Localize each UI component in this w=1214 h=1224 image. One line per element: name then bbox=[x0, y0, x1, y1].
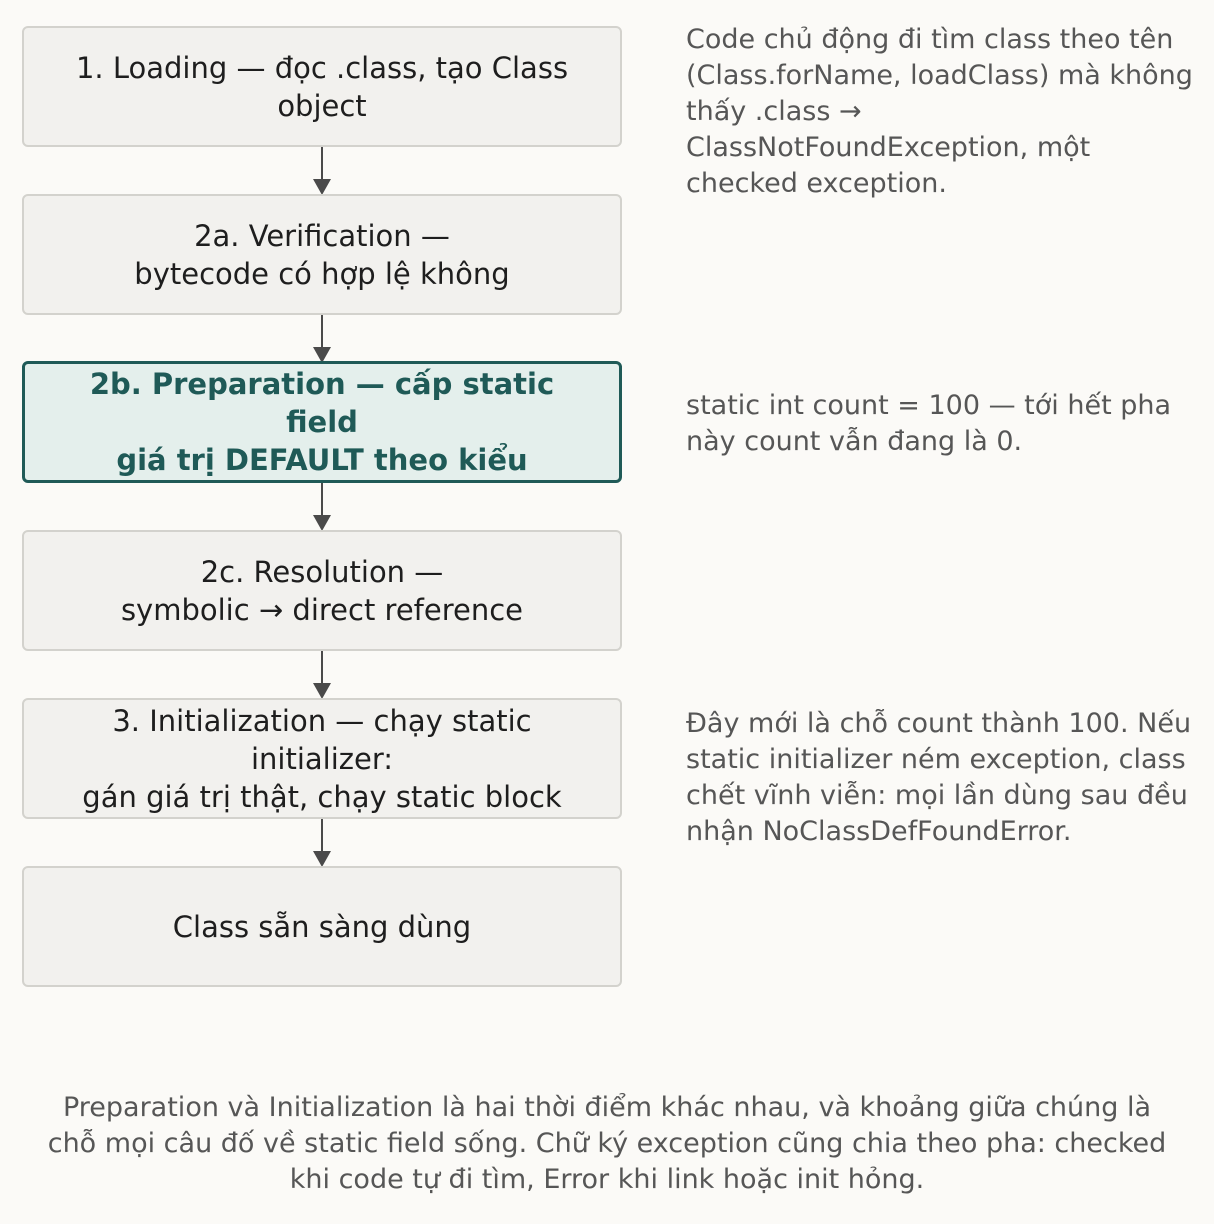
note-loading: Code chủ động đi tìm class theo tên (Class.forName, loadClass) mà không thấy .class → ClassNotFoundException, một checked exception. bbox=[686, 24, 1193, 199]
step-resolution-box bbox=[22, 530, 622, 651]
step-loading-box bbox=[22, 26, 622, 147]
step-preparation-label: 2b. Preparation — cấp static field giá trị DEFAULT theo kiểu bbox=[89, 367, 555, 477]
step-resolution-label: 2c. Resolution — symbolic → direct reference bbox=[120, 554, 524, 627]
step-initialization-box bbox=[22, 698, 622, 819]
note-initialization: Đây mới là chỗ count thành 100. Nếu static initializer ném exception, class chết vĩnh viễn: mọi lần dùng sau đều nhận NoClassDefFoundError. bbox=[686, 708, 1192, 847]
step-preparation-box bbox=[22, 361, 622, 483]
step-ready-box bbox=[22, 866, 622, 987]
step-verification-label: 2a. Verification — bytecode có hợp lệ không bbox=[134, 218, 510, 291]
step-loading-label: 1. Loading — đọc .class, tạo Class object bbox=[75, 50, 569, 123]
step-ready-label: Class sẵn sàng dùng bbox=[172, 909, 472, 944]
step-verification-box bbox=[22, 194, 622, 315]
caption: Preparation và Initialization là hai thời điểm khác nhau, và khoảng giữa chúng là chỗ mọi câu đố về static field sống. Chữ ký exception cũng chia theo pha: checked khi code tự đi tìm, Error khi link hoặc init hỏng. bbox=[47, 1092, 1167, 1195]
note-preparation: static int count = 100 — tới hết pha này count vẫn đang là 0. bbox=[686, 390, 1172, 457]
arrow-down-icon bbox=[321, 147, 323, 193]
arrow-down-icon bbox=[321, 819, 323, 865]
arrow-down-icon bbox=[321, 483, 323, 529]
step-initialization-label: 3. Initialization — chạy static initializer: gán giá trị thật, chạy static block bbox=[82, 703, 562, 814]
arrow-down-icon bbox=[321, 315, 323, 361]
arrow-down-icon bbox=[321, 651, 323, 697]
